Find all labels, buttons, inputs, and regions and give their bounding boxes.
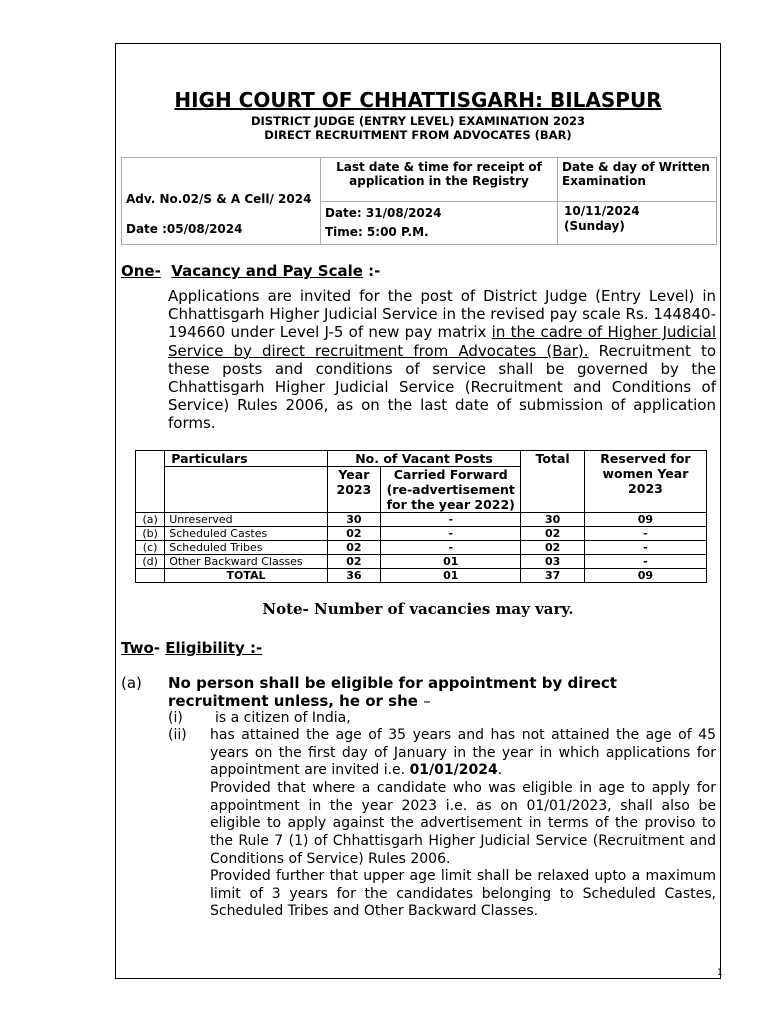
row-index: (c) <box>136 541 165 555</box>
section-two-dash: - <box>153 639 166 657</box>
adv-number: Adv. No.02/S & A Cell/ 2024 <box>126 192 312 206</box>
exam-subtitle: DISTRICT JUDGE (ENTRY LEVEL) EXAMINATION 2023 <box>250 114 585 128</box>
proviso-2: Provided further that upper age limit shall be relaxed upto a maximum limit of 3 years for the candidates belonging to Scheduled Castes, Scheduled Tribes and Other Backward Classes. <box>210 868 716 920</box>
row-carried-forward: - <box>381 513 521 527</box>
page-title: HIGH COURT OF CHHATTISGARH: BILASPUR <box>174 88 662 112</box>
clause-a-label: (a) <box>121 674 142 692</box>
total-row-year: 36 <box>327 569 380 583</box>
section-one-suffix: :- <box>362 262 381 280</box>
section-one-heading <box>121 262 380 280</box>
page-number: 1 <box>717 968 723 978</box>
row-year: 30 <box>327 513 380 527</box>
section-two-number: Two <box>121 639 154 657</box>
clause-a-text <box>168 674 716 710</box>
vacant-posts-header: No. of Vacant Posts <box>327 451 521 467</box>
clause-a-dash: – <box>423 692 431 710</box>
last-time: Time: 5:00 P.M. <box>325 225 429 239</box>
row-women: 09 <box>584 513 706 527</box>
item-ii-end: . <box>497 762 503 779</box>
exam-day: (Sunday) <box>564 219 625 233</box>
item-ii-text-part: has attained the age of 35 years and has not attained the age of 45 years on the first day of January in the year in which applications for appointment are invited i.e. <box>210 727 716 779</box>
proviso-1: Provided that where a candidate who was eligible in age to apply for appointment in the year 2023 i.e. as on 01/01/2023, shall also be eligible to apply against the advertisement in terms of the proviso to the Rule 7 (1) of Chhattisgarh Higher Judicial Service (Recruitment and Conditions of Service) Rules 2006. <box>210 780 716 867</box>
row-carried-forward: - <box>381 541 521 555</box>
total-header: Total <box>521 451 585 513</box>
row-index: (b) <box>136 527 165 541</box>
total-row-total: 37 <box>521 569 585 583</box>
exam-date-cell <box>558 202 717 245</box>
section-one-number: One- <box>121 262 161 280</box>
particulars-header: Particulars <box>165 451 327 467</box>
section-one-title: Vacancy and Pay Scale <box>171 262 363 280</box>
item-ii-text <box>210 727 716 780</box>
total-row-index <box>136 569 165 583</box>
section-two-title: Eligibility :- <box>165 639 263 657</box>
row-year: 02 <box>327 527 380 541</box>
index-header <box>136 451 165 513</box>
total-row-label: TOTAL <box>165 569 327 583</box>
advertisement-info-table <box>121 157 717 245</box>
exam-date: 10/11/2024 <box>564 204 640 218</box>
vacancy-paragraph-underlined: in the cadre of Higher Judicial Service by direct recruitment from Advocates (Bar). <box>168 323 716 360</box>
row-women: - <box>584 541 706 555</box>
row-women: - <box>584 527 706 541</box>
vacancy-table <box>135 450 707 583</box>
item-ii-label: (ii) <box>168 727 187 743</box>
total-row-carried-forward: 01 <box>381 569 521 583</box>
item-ii-date: 01/01/2024 <box>409 762 498 779</box>
row-name: Other Backward Classes <box>165 555 327 569</box>
vacancy-paragraph-part2: Recruitment to these posts and conditions of service shall be governed by the Chhattisgarh Higher Judicial Service (Recruitment and Conditions of Service) Rules 2006, as on the last date of submission of application forms. <box>168 341 716 433</box>
row-carried-forward: - <box>381 527 521 541</box>
vacancy-paragraph <box>168 287 716 433</box>
total-row-women: 09 <box>584 569 706 583</box>
item-i-label: (i) <box>168 710 183 726</box>
section-two-heading <box>121 639 262 657</box>
adv-date: Date :05/08/2024 <box>126 222 243 236</box>
row-total: 30 <box>521 513 585 527</box>
row-name: Scheduled Castes <box>165 527 327 541</box>
row-total: 03 <box>521 555 585 569</box>
row-year: 02 <box>327 541 380 555</box>
row-index: (a) <box>136 513 165 527</box>
row-total: 02 <box>521 541 585 555</box>
row-name: Unreserved <box>165 513 327 527</box>
row-name: Scheduled Tribes <box>165 541 327 555</box>
recruitment-subtitle: DIRECT RECRUITMENT FROM ADVOCATES (BAR) <box>264 128 572 142</box>
item-i-text: is a citizen of India, <box>215 710 351 726</box>
last-date: Date: 31/08/2024 <box>325 206 442 220</box>
exam-date-header: Date & day of Written Examination <box>558 158 717 202</box>
row-year: 02 <box>327 555 380 569</box>
table-row <box>136 527 707 541</box>
last-date-cell <box>321 202 558 245</box>
particulars-subheader <box>165 467 327 513</box>
table-row <box>136 513 707 527</box>
vacancy-paragraph-part1: Applications are invited for the post of District Judge (Entry Level) in Chhattisgarh Higher Judicial Service in the revised pay scale Rs. 144840-194660 under Level J-5 of new pay matrix <box>168 287 716 342</box>
year-2023-header: Year 2023 <box>327 467 380 513</box>
total-row <box>136 569 707 583</box>
row-index: (d) <box>136 555 165 569</box>
row-women: - <box>584 555 706 569</box>
table-row <box>136 555 707 569</box>
last-date-header: Last date & time for receipt of application in the Registry <box>321 158 558 202</box>
carried-forward-header: Carried Forward (re-advertisement for the year 2022) <box>381 467 521 513</box>
clause-a-bold: No person shall be eligible for appointment by direct recruitment unless, he or she <box>168 674 617 710</box>
adv-cell <box>122 158 321 245</box>
vacancy-note: Note- Number of vacancies may vary. <box>262 600 574 618</box>
reserved-women-header: Reserved for women Year 2023 <box>584 451 706 513</box>
table-row <box>136 541 707 555</box>
row-carried-forward: 01 <box>381 555 521 569</box>
row-total: 02 <box>521 527 585 541</box>
